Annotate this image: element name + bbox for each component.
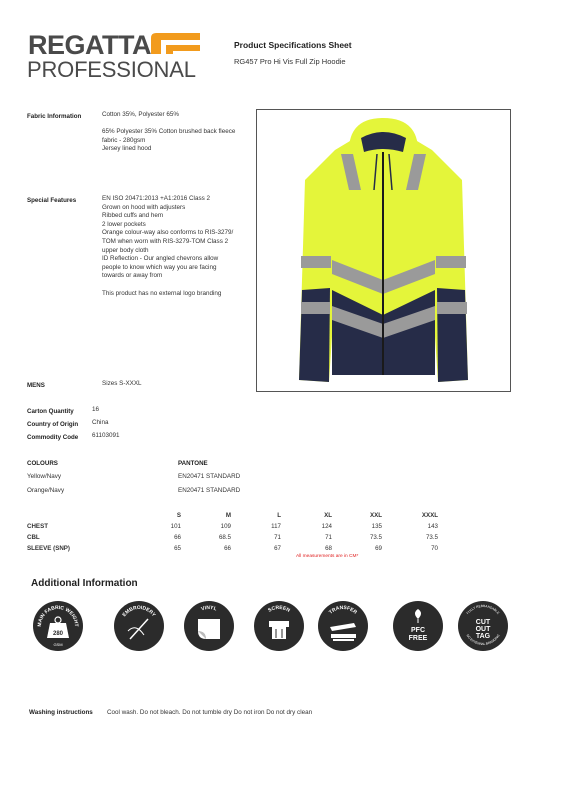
svg-text:VINYL — [200, 605, 217, 612]
badge-arc-text: EMBROIDERY — [121, 604, 157, 619]
feature-line: ID Reflection - Our angled chevrons allow — [102, 255, 219, 263]
badge-bottom-text: FREE — [408, 635, 428, 642]
colour-name: Orange/Navy — [27, 487, 65, 494]
cell: 66 — [174, 534, 181, 541]
cell: 68 — [325, 545, 332, 552]
feature-line: 2 lower pockets — [102, 220, 146, 228]
cell: 143 — [427, 523, 438, 530]
doc-title: Product Specifications Sheet — [234, 40, 352, 50]
row-label: CHEST — [27, 523, 48, 530]
logo-regatta: REGATTA — [28, 30, 151, 60]
fabric-line: fabric - 280gsm — [102, 136, 146, 144]
leaf-icon — [393, 601, 443, 651]
svg-text:TRANSFER — [328, 605, 358, 616]
country-label: Country of Origin — [27, 421, 79, 428]
carton-qty-label: Carton Quantity — [27, 408, 74, 415]
size-table — [27, 510, 438, 554]
additional-info-title: Additional Information — [31, 578, 138, 589]
row-label: CBL — [27, 534, 40, 541]
fabric-line: 65% Polyester 35% Cotton brushed back fleece — [102, 128, 236, 136]
badge-center-text: PFC — [411, 627, 425, 634]
feature-line: people to know which way you are facing — [102, 263, 217, 271]
table-row — [27, 543, 438, 554]
cell: 68.5 — [218, 534, 231, 541]
washing-label: Washing instructions — [29, 709, 93, 716]
fabric-weight-badge — [33, 601, 83, 651]
badge-center-text: 280 — [52, 631, 64, 637]
svg-text:EMBROIDERY — [121, 605, 156, 619]
cell: 71 — [325, 534, 332, 541]
squeegee-icon — [254, 601, 304, 651]
product-photo-frame — [256, 109, 511, 392]
vinyl-badge — [184, 601, 234, 651]
screen-badge — [254, 601, 304, 651]
cell: 101 — [170, 523, 181, 530]
cut-out-tag-badge — [458, 601, 508, 651]
blank-header — [27, 510, 131, 521]
row-label: SLEEVE (SNP) — [27, 545, 70, 552]
cell: 73.5 — [425, 534, 438, 541]
fabric-spacer — [102, 120, 252, 129]
fabric-line: Cotton 35%, Polyester 65% — [102, 111, 180, 118]
washing-text: Cool wash. Do not bleach. Do not tumble dry Do not iron Do not dry clean — [107, 709, 313, 716]
feature-line: This product has no external logo branding — [102, 289, 222, 297]
embroidery-badge — [114, 601, 164, 651]
logo-professional: PROFESSIONAL — [27, 57, 196, 82]
weight-icon — [33, 601, 83, 651]
cell: 67 — [274, 545, 281, 552]
colours-header: COLOURS — [27, 460, 58, 467]
heat-press-icon — [318, 601, 368, 651]
badge-arc-text: TRANSFER — [328, 604, 358, 616]
size-header: XXL — [369, 512, 382, 519]
needle-icon — [114, 601, 164, 651]
size-header: M — [225, 512, 231, 519]
size-header: S — [176, 512, 181, 519]
logo-mark-icon — [147, 30, 205, 56]
badge-arc-text: FULLY REBRANDABLE — [465, 603, 501, 616]
feature-line: Ribbed cuffs and hem — [102, 212, 164, 220]
table-row — [27, 532, 438, 543]
features-info — [102, 195, 257, 298]
cell: 71 — [274, 534, 281, 541]
cell: 73.5 — [369, 534, 382, 541]
hoodie-image — [257, 110, 510, 391]
size-header: XXXL — [421, 512, 438, 519]
cell: 66 — [224, 545, 231, 552]
badge-bottom-text: NO EXTERNAL BRANDING — [465, 633, 501, 647]
feature-line: upper body cloth — [102, 246, 149, 254]
colour-pantone: EN20471 STANDARD — [178, 487, 241, 494]
badge-arc-text: MAIN FABRIC WEIGHT — [36, 604, 80, 627]
vinyl-icon — [184, 601, 234, 651]
measurement-note: All measurements are in CM* — [296, 554, 359, 559]
feature-line: Grown on hood with adjusters — [102, 203, 186, 211]
svg-text:OUT: OUT — [475, 626, 491, 633]
commodity-label: Commodity Code — [27, 434, 79, 441]
cell: 70 — [431, 545, 438, 552]
features-label: Special Features — [27, 197, 77, 204]
colour-pantone: EN20471 STANDARD — [178, 473, 241, 480]
tag-icon — [458, 601, 508, 651]
fabric-label: Fabric Information — [27, 113, 82, 120]
size-header: L — [277, 512, 281, 519]
pantone-header: PANTONE — [178, 460, 208, 467]
transfer-badge — [318, 601, 368, 651]
badge-bottom-text: GSM — [53, 642, 63, 647]
feature-line: towards or away from — [102, 272, 163, 280]
country-value: China — [92, 419, 109, 426]
cell: 117 — [271, 523, 281, 530]
commodity-value: 61103091 — [92, 432, 120, 439]
fabric-line: Jersey lined hood — [102, 145, 152, 153]
table-row — [27, 521, 438, 532]
cell: 109 — [220, 523, 231, 530]
feature-line: TOM when worn with RIS-3279-TOM Class 2 — [102, 237, 229, 245]
size-header: XL — [324, 512, 332, 519]
feature-line: Orange colour-way also conforms to RIS-3279/ — [102, 229, 234, 237]
feature-line: EN ISO 20471:2013 +A1:2016 Class 2 — [102, 195, 210, 202]
svg-text:CUT: CUT — [475, 619, 491, 626]
pfc-free-badge — [393, 601, 443, 651]
colour-name: Yellow/Navy — [27, 473, 62, 480]
feature-spacer — [102, 281, 257, 290]
badge-arc-text: VINYL — [200, 604, 218, 613]
cell: 69 — [375, 545, 382, 552]
product-name: RG457 Pro Hi Vis Full Zip Hoodie — [234, 57, 346, 66]
mens-label: MENS — [27, 382, 45, 389]
fabric-info — [102, 111, 252, 154]
mens-sizes: Sizes S-XXXL — [102, 380, 142, 387]
svg-text:FULLY REBRANDABLE — [466, 604, 501, 615]
carton-qty-value: 16 — [92, 406, 100, 413]
svg-text:TAG: TAG — [475, 633, 491, 640]
cell: 135 — [371, 523, 382, 530]
cell: 124 — [321, 523, 332, 530]
size-header-row — [27, 510, 438, 521]
svg-text:SCREEN — [267, 605, 291, 614]
cell: 65 — [174, 545, 181, 552]
badge-arc-text: SCREEN — [267, 604, 291, 614]
